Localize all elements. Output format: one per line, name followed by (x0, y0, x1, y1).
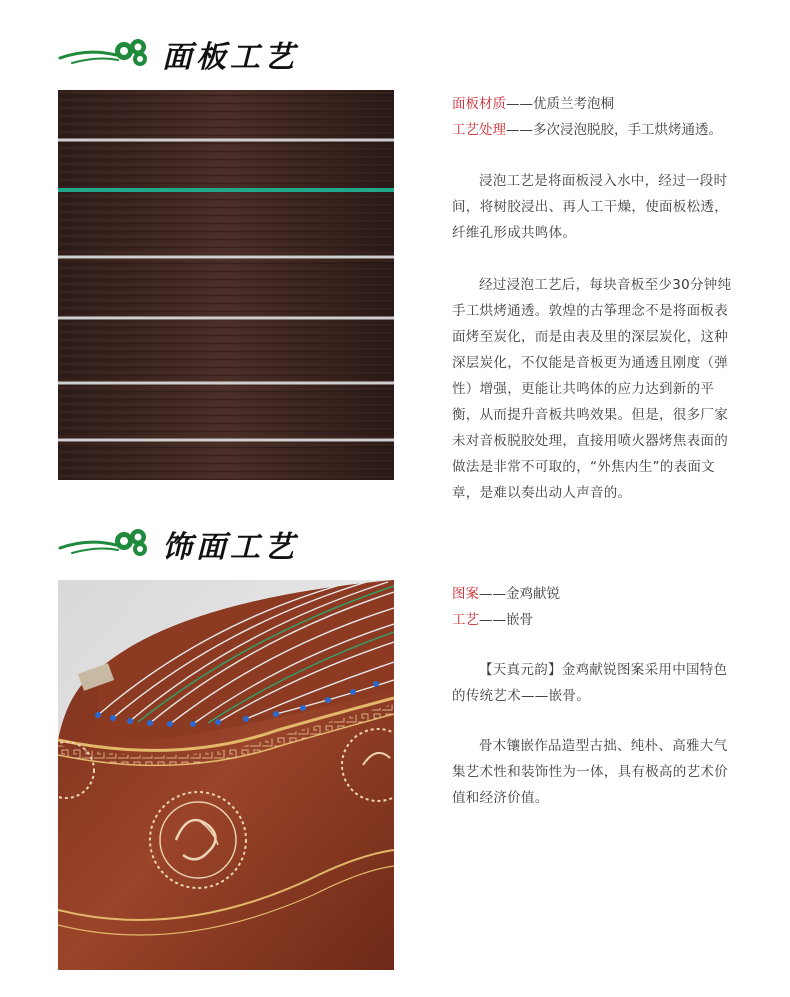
spec-row (452, 607, 737, 633)
spec-key: 图案 (452, 586, 479, 602)
paragraph: 骨木镶嵌作品造型古拙、纯朴、高雅大气集艺术性和装饰性为一体，具有极高的艺术价值和经济价值。 (452, 738, 728, 806)
paragraph: 浸泡工艺是将面板浸入水中，经过一段时间，将树胶浸出、再人工干燥，使面板松透，纤维孔形成共鸣体。 (452, 173, 728, 241)
spec-separator: —— (479, 586, 506, 602)
soundboard-image (58, 90, 394, 480)
spec-key: 工艺 (452, 612, 479, 628)
spec-separator: —— (506, 96, 533, 112)
paragraph: 经过浸泡工艺后，每块音板至少30分钟纯手工烘烤通透。敦煌的古筝理念不是将面板表面烤至炭化，而是由表及里的深层炭化，这种深层炭化，不仅能是音板更为通透且刚度（弹性）增强，更能让共鸣体的应力达到新的平衡，从而提升音板共鸣效果。但是，很多厂家未对音板脱胶处理，直接用喷火器烤焦表面的做法是非常不可取的，“外焦内生”的表面文章，是难以奏出动人声音的。 (452, 277, 732, 501)
spec-value: 金鸡献锐 (506, 586, 560, 602)
section-title-panel (58, 30, 378, 75)
section-title-text: 面板工艺 (162, 40, 298, 75)
spec-separator: —— (479, 612, 506, 628)
paragraph: 【天真元韵】金鸡献锐图案采用中国特色的传统艺术——嵌骨。 (452, 662, 728, 704)
section-title-veneer (58, 520, 378, 565)
veneer-description (452, 581, 737, 811)
auspicious-cloud-icon (58, 34, 150, 68)
auspicious-cloud-icon (58, 524, 150, 558)
guzheng-inlay-photo (58, 580, 394, 970)
spec-value: 嵌骨 (506, 612, 533, 628)
soundboard-photo (58, 90, 394, 480)
spec-separator: —— (506, 122, 533, 138)
panel-description (452, 91, 737, 506)
spec-key: 面板材质 (452, 96, 506, 112)
spec-row (452, 117, 737, 143)
spec-row (452, 91, 737, 117)
spec-value: 优质兰考泡桐 (533, 96, 614, 112)
spec-key: 工艺处理 (452, 122, 506, 138)
guzheng-inlay-image (58, 580, 394, 970)
spec-row (452, 581, 737, 607)
section-title-text: 饰面工艺 (162, 530, 298, 565)
spec-value: 多次浸泡脱胶，手工烘烤通透。 (533, 122, 722, 138)
